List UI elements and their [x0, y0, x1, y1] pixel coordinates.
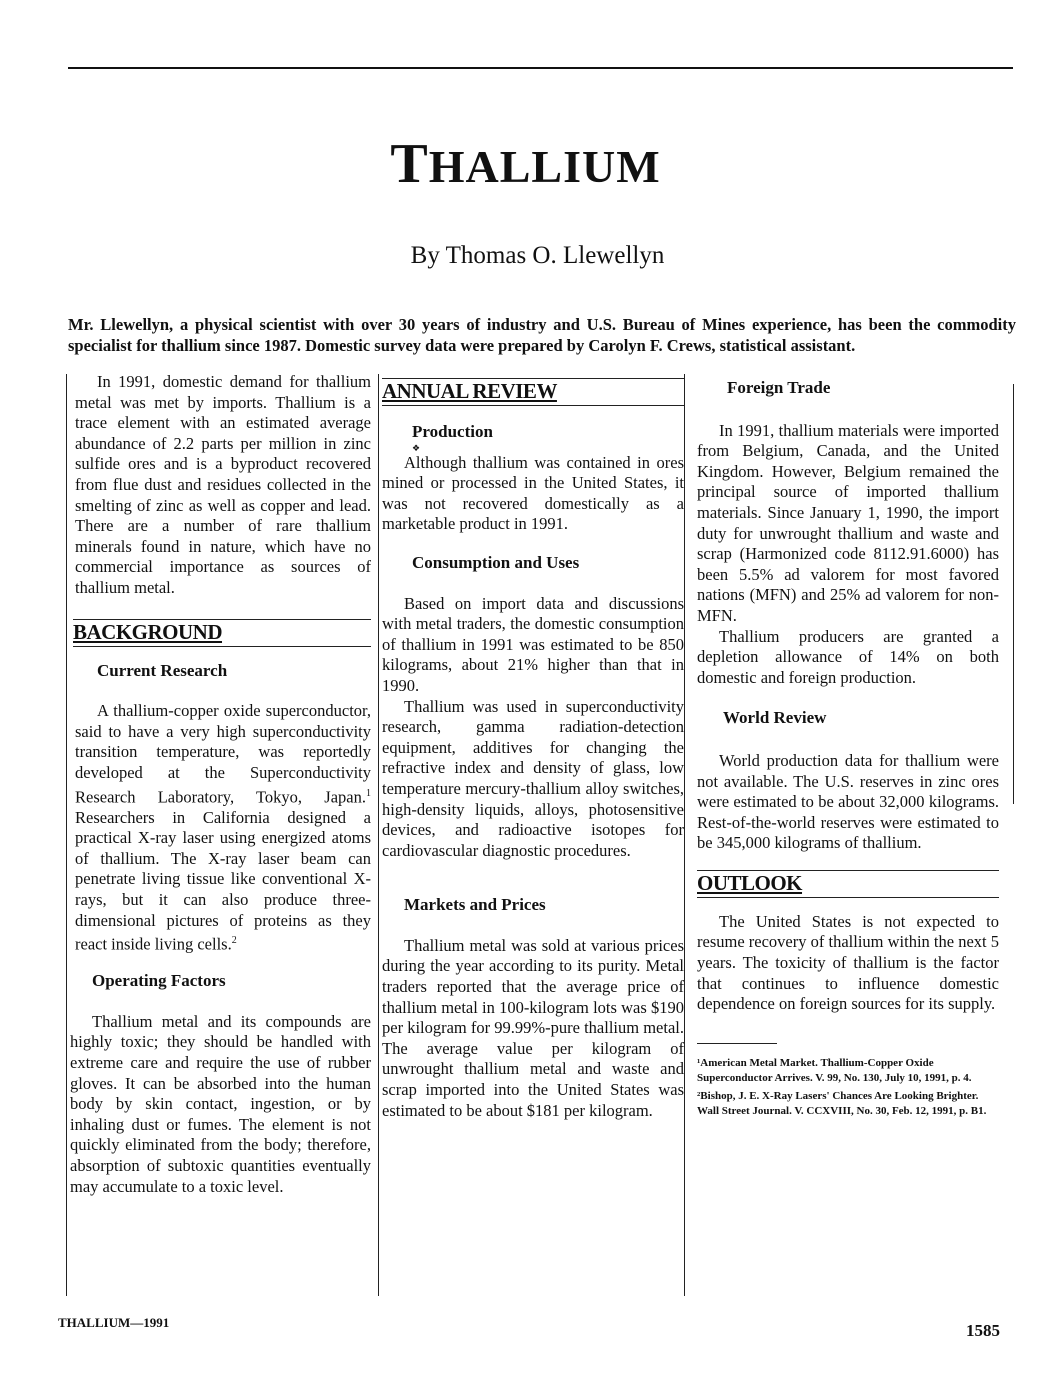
column-1	[70, 372, 371, 1197]
background-heading: BACKGROUND	[73, 619, 371, 647]
footer-running-head: THALLIUM—1991	[58, 1315, 170, 1330]
foreign-trade-heading: Foreign Trade	[727, 378, 831, 397]
consumption-paragraph-2: Thallium was used in superconductivity research, gamma radiation-detection equipment, additives for changing the refractive index and density of glass, low temperature mercury-thallium alloy switches, high-density liquids, alloys, photosensitive devices, and radioactive isotopes for cardiovascular diagnostic procedures.	[382, 696, 684, 860]
outlook-paragraph: The United States is not expected to resume recovery of thallium within the next 5 years. The toxicity of thallium is the factor that continues to influence domestic dependence on foreign sources for its supply.	[697, 911, 999, 1014]
annual-review-heading: ANNUAL REVIEW	[382, 378, 684, 406]
footnotes	[697, 1056, 999, 1119]
column-2	[382, 378, 684, 1121]
consumption-heading: Consumption and Uses	[412, 552, 580, 572]
intro-paragraph: In 1991, domestic demand for thallium metal was met by imports. Thallium is a trace element with an estimated average abundance of 2.2 parts per million in zinc sulfide ores and is a byproduct recovered from flue dust and residues collected in the smelting of zinc as well as copper and lead. There are a number of rare thallium minerals found in nature, which have no commercial importance as sources of thallium metal.	[75, 372, 371, 597]
current-research-paragraph: A thallium-copper oxide superconductor, said to have a very high superconductivity transition temperature, was reportedly developed at the Superconductivity Research Laboratory, Tokyo, Japan.$^1$ Researchers in California designed a practical X-ray laser using energized atoms of thallium. The X-ray laser beam can penetrate living tissue like conventional X-rays, but it can also produce three-dimensional pictures of proteins as they react inside living cells.$^2$	[75, 701, 371, 954]
footnote-rule	[697, 1043, 777, 1044]
column-rule-middle	[378, 374, 379, 1296]
production-heading: Production	[412, 422, 493, 441]
footnote-2: ²Bishop, J. E. X-Ray Lasers' Chances Are Looking Brighter. Wall Street Journal. V. CCXVIII, No. 30, Feb. 12, 1991, p. B1.	[697, 1089, 987, 1117]
foreign-trade-paragraph-2: Thallium producers are granted a depletion allowance of 14% on both domestic and foreign production.	[697, 626, 999, 687]
page-title: THALLIUM	[390, 133, 661, 195]
outlook-heading: OUTLOOK	[697, 870, 999, 898]
stray-mark: ❖	[412, 442, 421, 453]
column-3	[697, 378, 999, 1119]
operating-factors-paragraph: Thallium metal and its compounds are highly toxic; they should be handled with extreme care and require the use of rubber gloves. It can be absorbed into the human body by skin contact, ingestion, or by inhaling dust or fumes. The element is not quickly eliminated from the body; therefore, absorption of subtoxic quantities eventually may accumulate to a toxic level.	[70, 1011, 371, 1196]
markets-paragraph: Thallium metal was sold at various prices during the year according to its purity. Metal traders reported that the average price of thallium metal in 100-kilogram lots was $190 per kilogram for 99.99%-pure thallium metal. The average value per kilogram of unwrought thallium metal and waste and scrap imported into the United States was estimated to be about $181 per kilogram.	[382, 935, 684, 1120]
page-number: 1585	[966, 1321, 1000, 1340]
author-bio: Mr. Llewellyn, a physical scientist with over 30 years of industry and U.S. Bureau of Mines experience, has been the commodity specialist for thallium since 1987. Domestic survey data were prepared by Carolyn F. Crews, statistical assistant.	[68, 315, 1016, 355]
world-review-paragraph: World production data for thallium were not available. The U.S. reserves in zinc ores were estimated to be about 32,000 kilograms. Rest-of-the-world reserves were estimated to be 345,000 kilograms of thallium.	[697, 750, 999, 853]
column-rule-edge	[1013, 384, 1014, 804]
consumption-paragraph-1: Based on import data and discussions with metal traders, the domestic consumption of thallium in 1991 was estimated to be 850 kilograms, about 21% higher than that in 1990.	[382, 593, 684, 695]
world-review-heading: World Review	[723, 708, 827, 728]
footnote-1: ¹American Metal Market. Thallium-Copper Oxide Superconductor Arrives. V. 99, No. 130, July 10, 1991, p. 4.	[697, 1056, 972, 1084]
production-paragraph: Although thallium was contained in ores mined or processed in the United States, it was not recovered domestically as a marketable product in 1991.	[382, 452, 684, 534]
column-rule-right	[684, 374, 685, 1296]
foreign-trade-paragraph-1: In 1991, thallium materials were imported from Belgium, Canada, and the United Kingdom. However, Belgium remained the principal source of imported thallium materials. Since January 1, 1990, the import duty for unwrought thallium and waste and scrap (Harmonized code 8112.91.6000) has been 5.5% ad valorem for most favored nations (MFN) and 25% ad valorem for non-MFN.	[697, 420, 999, 625]
current-research-heading: Current Research	[97, 660, 228, 680]
column-rule-left	[66, 374, 67, 1296]
operating-factors-heading: Operating Factors	[92, 971, 226, 991]
byline: By Thomas O. Llewellyn	[410, 242, 665, 269]
top-rule	[68, 67, 1013, 69]
markets-heading: Markets and Prices	[404, 895, 546, 915]
